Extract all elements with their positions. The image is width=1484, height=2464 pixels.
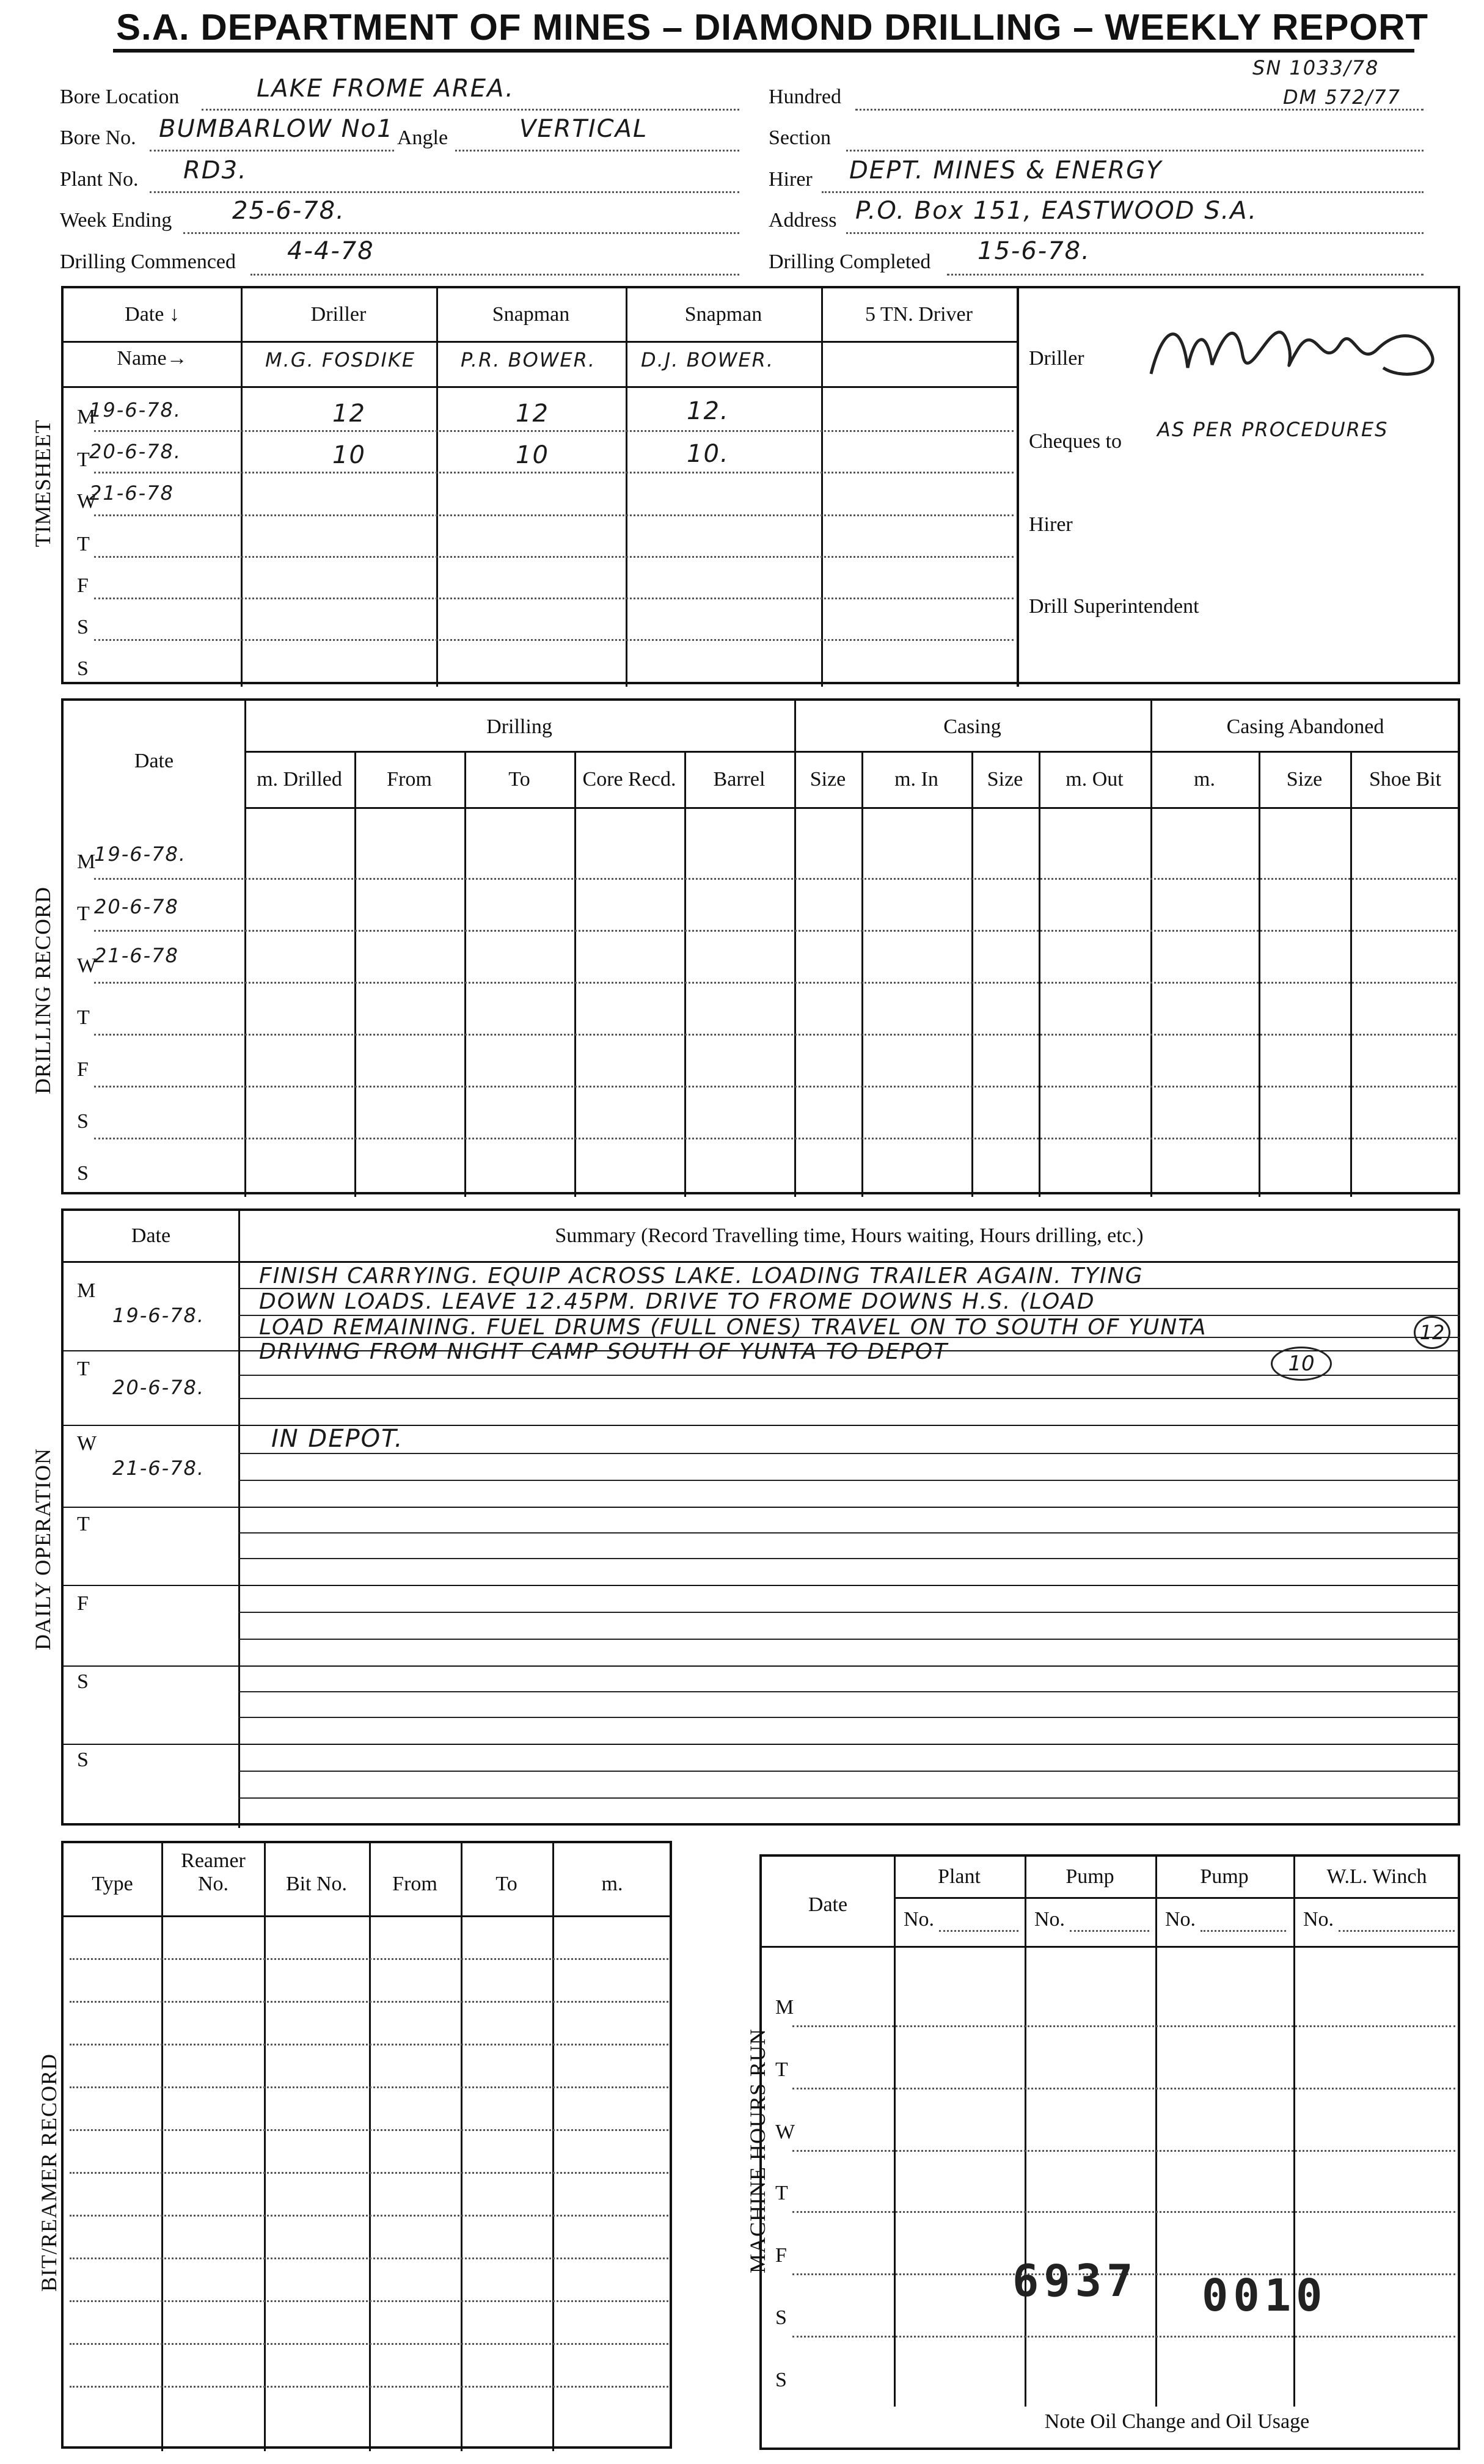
timesheet-col-rule xyxy=(241,288,243,687)
row-rule xyxy=(94,878,1457,880)
address-label: Address xyxy=(769,209,837,232)
bore-no-label: Bore No. xyxy=(60,126,136,149)
col-rule xyxy=(894,1857,896,2407)
title-underline xyxy=(113,49,1414,53)
hirer-value: DEPT. MINES & ENERGY xyxy=(849,156,1163,185)
bit-no-header: Bit No. xyxy=(285,1873,348,1895)
bore-location-line xyxy=(202,109,739,111)
daily-day: W xyxy=(77,1432,97,1455)
timesheet-date: 21-6-78 xyxy=(89,481,174,505)
writing-line xyxy=(238,1558,1460,1559)
timesheet-date-header: Date ↓ xyxy=(125,303,180,326)
week-ending-label: Week Ending xyxy=(60,209,172,232)
row-rule xyxy=(94,930,1457,932)
col-rule xyxy=(971,751,973,1197)
col-rule xyxy=(238,1211,240,1828)
row-rule xyxy=(70,2129,668,2131)
snapman-hours-1: 12 xyxy=(516,400,549,428)
row-rule xyxy=(70,2086,668,2088)
timesheet-day: F xyxy=(77,574,89,597)
col-rule xyxy=(861,751,863,1197)
plant-no-label: No. xyxy=(904,1908,935,1931)
col-rule xyxy=(354,751,356,1197)
row-rule xyxy=(792,2336,1455,2338)
no-line xyxy=(1201,1930,1286,1932)
bit-reamer-section-label: BIT/REAMER RECORD xyxy=(37,2053,61,2292)
reference-number-2: DM 572/77 xyxy=(1283,86,1401,109)
row-rule xyxy=(94,1086,1457,1088)
page-title: S.A. DEPARTMENT OF MINES – DIAMOND DRILLING – WEEKLY REPORT xyxy=(116,7,1429,48)
drilling-date-header: Date xyxy=(134,750,174,772)
header-rule xyxy=(64,1915,672,1917)
snapman-name-1: P.R. BOWER. xyxy=(461,348,596,371)
casing-size-header: Size xyxy=(810,768,846,791)
writing-line xyxy=(238,1717,1460,1718)
timesheet-date: 20-6-78. xyxy=(89,440,182,463)
machine-hours-table xyxy=(759,1854,1460,2450)
writing-line xyxy=(238,1691,1460,1692)
pump-header-1: Pump xyxy=(1065,1865,1114,1888)
row-rule xyxy=(70,2300,668,2302)
plant-hours-stamp: 6937 xyxy=(1012,2255,1138,2306)
timesheet-day: T xyxy=(77,533,90,555)
bit-from-header: From xyxy=(392,1873,437,1895)
snapman-name-2: D.J. BOWER. xyxy=(641,348,774,371)
row-rule xyxy=(70,2386,668,2388)
drilling-day: S xyxy=(77,1162,89,1185)
writing-line xyxy=(238,1375,1460,1376)
bore-location-label: Bore Location xyxy=(60,86,180,108)
timesheet-table xyxy=(61,286,1460,684)
driller-signature-label: Driller xyxy=(1029,347,1084,370)
daily-day: M xyxy=(77,1279,96,1302)
row-rule xyxy=(94,1138,1457,1139)
daily-operation-table xyxy=(61,1208,1460,1826)
timesheet-header-rule xyxy=(64,341,1017,343)
row-rule xyxy=(94,430,1014,432)
type-header: Type xyxy=(92,1873,133,1895)
machine-hours-section-label: MACHINE HOURS RUN xyxy=(745,2028,770,2273)
col-rule xyxy=(1259,751,1260,1197)
timesheet-section-label: TIMESHEET xyxy=(31,419,55,547)
casing-size-header-2: Size xyxy=(987,768,1023,791)
no-line xyxy=(1339,1930,1455,1932)
drilling-group-header: Drilling xyxy=(486,715,552,738)
summary-line-1: FINISH CARRYING. EQUIP ACROSS LAKE. LOADING TRAILER AGAIN. TYING xyxy=(259,1263,1144,1289)
col-rule xyxy=(1293,1857,1295,2407)
m-out-header: m. Out xyxy=(1065,768,1124,791)
timesheet-day: S xyxy=(77,657,89,680)
drilling-record-table xyxy=(61,698,1460,1194)
day-rule xyxy=(64,1585,1460,1586)
casing-abandoned-group-header: Casing Abandoned xyxy=(1226,715,1384,738)
timesheet-snapman-header-1: Snapman xyxy=(492,303,570,326)
drilling-date: 19-6-78. xyxy=(94,843,187,866)
pump-hours-stamp: 0010 xyxy=(1202,2270,1328,2321)
writing-line xyxy=(238,1532,1460,1534)
plant-no-label: Plant No. xyxy=(60,168,139,191)
group-rule xyxy=(244,751,1460,753)
driller-signature xyxy=(1139,301,1457,398)
plant-no-value: RD3. xyxy=(183,156,247,185)
header-rule xyxy=(762,1946,1460,1948)
reference-number-1: SN 1033/78 xyxy=(1252,56,1380,79)
machine-day: S xyxy=(775,2306,787,2329)
summary-line-3: LOAD REMAINING. FUEL DRUMS (FULL ONES) TRAVEL ON TO SOUTH OF YUNTA xyxy=(259,1315,1207,1340)
timesheet-day: M xyxy=(77,406,96,428)
machine-day: T xyxy=(775,2182,788,2204)
daily-day: T xyxy=(77,1358,90,1380)
machine-day: T xyxy=(775,2058,788,2081)
driller-hours: 10 xyxy=(332,441,366,469)
col-rule xyxy=(464,751,466,1197)
col-rule xyxy=(1350,751,1352,1197)
bit-to-header: To xyxy=(495,1873,517,1895)
row-rule xyxy=(792,2088,1455,2089)
daily-date: 20-6-78. xyxy=(112,1376,205,1399)
daily-date: 21-6-78. xyxy=(112,1457,205,1480)
pump-no-label-2: No. xyxy=(1165,1908,1196,1931)
col-rule xyxy=(461,1843,462,2451)
timesheet-date: 19-6-78. xyxy=(89,398,182,422)
bore-no-value: BUMBARLOW No1 xyxy=(159,115,394,143)
row-rule xyxy=(70,2172,668,2174)
row-rule xyxy=(792,2150,1455,2152)
daily-operation-section-label: DAILY OPERATION xyxy=(31,1447,55,1650)
row-rule xyxy=(94,556,1014,558)
pump-header-2: Pump xyxy=(1200,1865,1249,1888)
machine-day: S xyxy=(775,2369,787,2391)
header-rule xyxy=(894,1897,1460,1899)
address-line xyxy=(846,232,1424,234)
timesheet-day: T xyxy=(77,448,90,471)
timesheet-5tn-driver-header: 5 TN. Driver xyxy=(865,303,973,326)
summary-line-4: DRIVING FROM NIGHT CAMP SOUTH OF YUNTA TO DEPOT xyxy=(259,1339,949,1364)
col-rule xyxy=(1025,1857,1026,2407)
no-line xyxy=(1070,1930,1149,1932)
m-in-header: m. In xyxy=(894,768,938,791)
row-rule xyxy=(94,982,1457,984)
reamer-no-header: Reamer No. xyxy=(181,1849,246,1895)
snapman-hours-1: 10 xyxy=(516,441,549,469)
daily-day: F xyxy=(77,1592,89,1615)
bit-m-header: m. xyxy=(601,1873,623,1895)
machine-date-header: Date xyxy=(808,1893,848,1916)
timesheet-day: S xyxy=(77,616,89,638)
row-rule xyxy=(94,1034,1457,1036)
shoe-bit-header: Shoe Bit xyxy=(1369,768,1442,791)
drilling-commenced-label: Drilling Commenced xyxy=(60,250,236,273)
no-line xyxy=(939,1930,1018,1932)
machine-day: F xyxy=(775,2244,787,2267)
writing-line xyxy=(238,1612,1460,1613)
timesheet-col-rule xyxy=(626,288,627,687)
daily-day: S xyxy=(77,1670,89,1693)
timesheet-name-label: Name→ xyxy=(117,347,188,370)
drilling-day: M xyxy=(77,850,96,873)
col-rule xyxy=(1155,1857,1157,2407)
week-ending-value: 25-6-78. xyxy=(232,197,345,225)
hirer-label: Hirer xyxy=(769,168,813,191)
hirer-line xyxy=(822,191,1424,193)
week-ending-line xyxy=(183,232,739,234)
from-header: From xyxy=(387,768,432,791)
winch-no-label: No. xyxy=(1303,1908,1334,1931)
timesheet-col-rule xyxy=(821,288,823,687)
timesheet-col-rule xyxy=(436,288,438,687)
m-drilled-header: m. Drilled xyxy=(257,768,342,791)
hirer-signature-label: Hirer xyxy=(1029,513,1073,536)
timesheet-driller-header: Driller xyxy=(310,303,367,326)
summary-header: Summary (Record Travelling time, Hours waiting, Hours drilling, etc.) xyxy=(555,1224,1144,1247)
plant-no-line xyxy=(150,191,739,193)
daily-day: S xyxy=(77,1749,89,1771)
drilling-commenced-line xyxy=(250,274,739,276)
plant-header: Plant xyxy=(938,1865,981,1888)
circled-hours-1: 12 xyxy=(1414,1316,1450,1349)
writing-line xyxy=(238,1639,1460,1640)
col-rule xyxy=(264,1843,266,2451)
angle-value: VERTICAL xyxy=(519,115,648,143)
col-rule xyxy=(552,1843,554,2451)
daily-day: T xyxy=(77,1513,90,1535)
hundred-line xyxy=(855,109,1424,111)
drilling-day: F xyxy=(77,1058,89,1081)
bore-location-value: LAKE FROME AREA. xyxy=(257,75,514,103)
daily-date-header: Date xyxy=(131,1224,171,1247)
drilling-day: T xyxy=(77,1006,90,1029)
col-rule xyxy=(684,751,686,1197)
col-rule xyxy=(161,1843,163,2451)
barrel-header: Barrel xyxy=(713,768,766,791)
core-recd-header: Core Recd. xyxy=(582,768,676,791)
col-rule xyxy=(369,1843,371,2451)
drilling-record-section-label: DRILLING RECORD xyxy=(31,887,55,1094)
abandoned-size-header: Size xyxy=(1286,768,1323,791)
snapman-hours-2: 10. xyxy=(687,440,729,468)
timesheet-day: W xyxy=(77,490,97,513)
header-rule xyxy=(244,807,1460,809)
col-rule xyxy=(1039,751,1040,1197)
row-rule xyxy=(70,2215,668,2217)
row-rule xyxy=(70,2044,668,2045)
section-label: Section xyxy=(769,126,831,149)
row-rule xyxy=(70,2257,668,2259)
hundred-label: Hundred xyxy=(769,86,841,108)
header-rule xyxy=(64,1261,1460,1263)
cheques-to-label: Cheques to xyxy=(1029,430,1122,453)
machine-day: W xyxy=(775,2121,795,2143)
angle-label: Angle xyxy=(397,126,448,149)
circled-hours-2: 10 xyxy=(1271,1347,1332,1381)
drilling-day: W xyxy=(77,954,97,977)
section-line xyxy=(846,150,1424,152)
machine-day: M xyxy=(775,1996,794,2019)
driller-hours: 12 xyxy=(332,400,366,428)
row-rule xyxy=(792,2211,1455,2213)
summary-line-2: DOWN LOADS. LEAVE 12.45PM. DRIVE TO FROME DOWNS H.S. (LOAD xyxy=(259,1289,1095,1314)
timesheet-signature-divider xyxy=(1017,288,1019,687)
drilling-completed-value: 15-6-78. xyxy=(978,237,1091,265)
angle-line xyxy=(455,150,739,152)
abandoned-m-header: m. xyxy=(1194,768,1215,791)
row-rule xyxy=(94,514,1014,516)
drilling-date: 20-6-78 xyxy=(94,895,179,918)
timesheet-name-rule xyxy=(64,386,1017,388)
row-rule xyxy=(94,598,1014,599)
drilling-day: T xyxy=(77,902,90,925)
day-rule xyxy=(64,1665,1460,1667)
drilling-day: S xyxy=(77,1110,89,1133)
writing-line xyxy=(238,1398,1460,1399)
drilling-commenced-value: 4-4-78 xyxy=(287,237,375,265)
row-rule xyxy=(792,2025,1455,2027)
writing-line xyxy=(238,1771,1460,1772)
pump-no-label-1: No. xyxy=(1034,1908,1065,1931)
drilling-date: 21-6-78 xyxy=(94,944,179,967)
writing-line xyxy=(238,1453,1460,1454)
to-header: To xyxy=(508,768,530,791)
driller-name: M.G. FOSDIKE xyxy=(265,348,416,371)
drilling-completed-line xyxy=(947,274,1424,276)
row-rule xyxy=(70,2343,668,2345)
snapman-hours-2: 12. xyxy=(687,397,729,425)
bore-no-line xyxy=(150,150,394,152)
wl-winch-header: W.L. Winch xyxy=(1326,1865,1427,1888)
day-rule xyxy=(64,1507,1460,1508)
day-rule xyxy=(64,1744,1460,1745)
address-value: P.O. Box 151, EASTWOOD S.A. xyxy=(855,197,1258,225)
drill-superintendent-label: Drill Superintendent xyxy=(1029,595,1199,618)
daily-date: 19-6-78. xyxy=(112,1304,205,1327)
writing-line xyxy=(238,1480,1460,1481)
row-rule xyxy=(70,1958,668,1960)
timesheet-snapman-header-2: Snapman xyxy=(684,303,762,326)
bit-reamer-table xyxy=(61,1841,672,2449)
col-rule xyxy=(574,751,576,1197)
writing-line xyxy=(238,1797,1460,1799)
cheques-to-value: AS PER PROCEDURES xyxy=(1157,418,1389,441)
row-rule xyxy=(94,472,1014,473)
casing-group-header: Casing xyxy=(943,715,1001,738)
drilling-completed-label: Drilling Completed xyxy=(769,250,931,273)
summary-line-5: IN DEPOT. xyxy=(271,1425,404,1453)
oil-change-note: Note Oil Change and Oil Usage xyxy=(1044,2410,1310,2433)
row-rule xyxy=(70,2001,668,2003)
row-rule xyxy=(94,639,1014,641)
